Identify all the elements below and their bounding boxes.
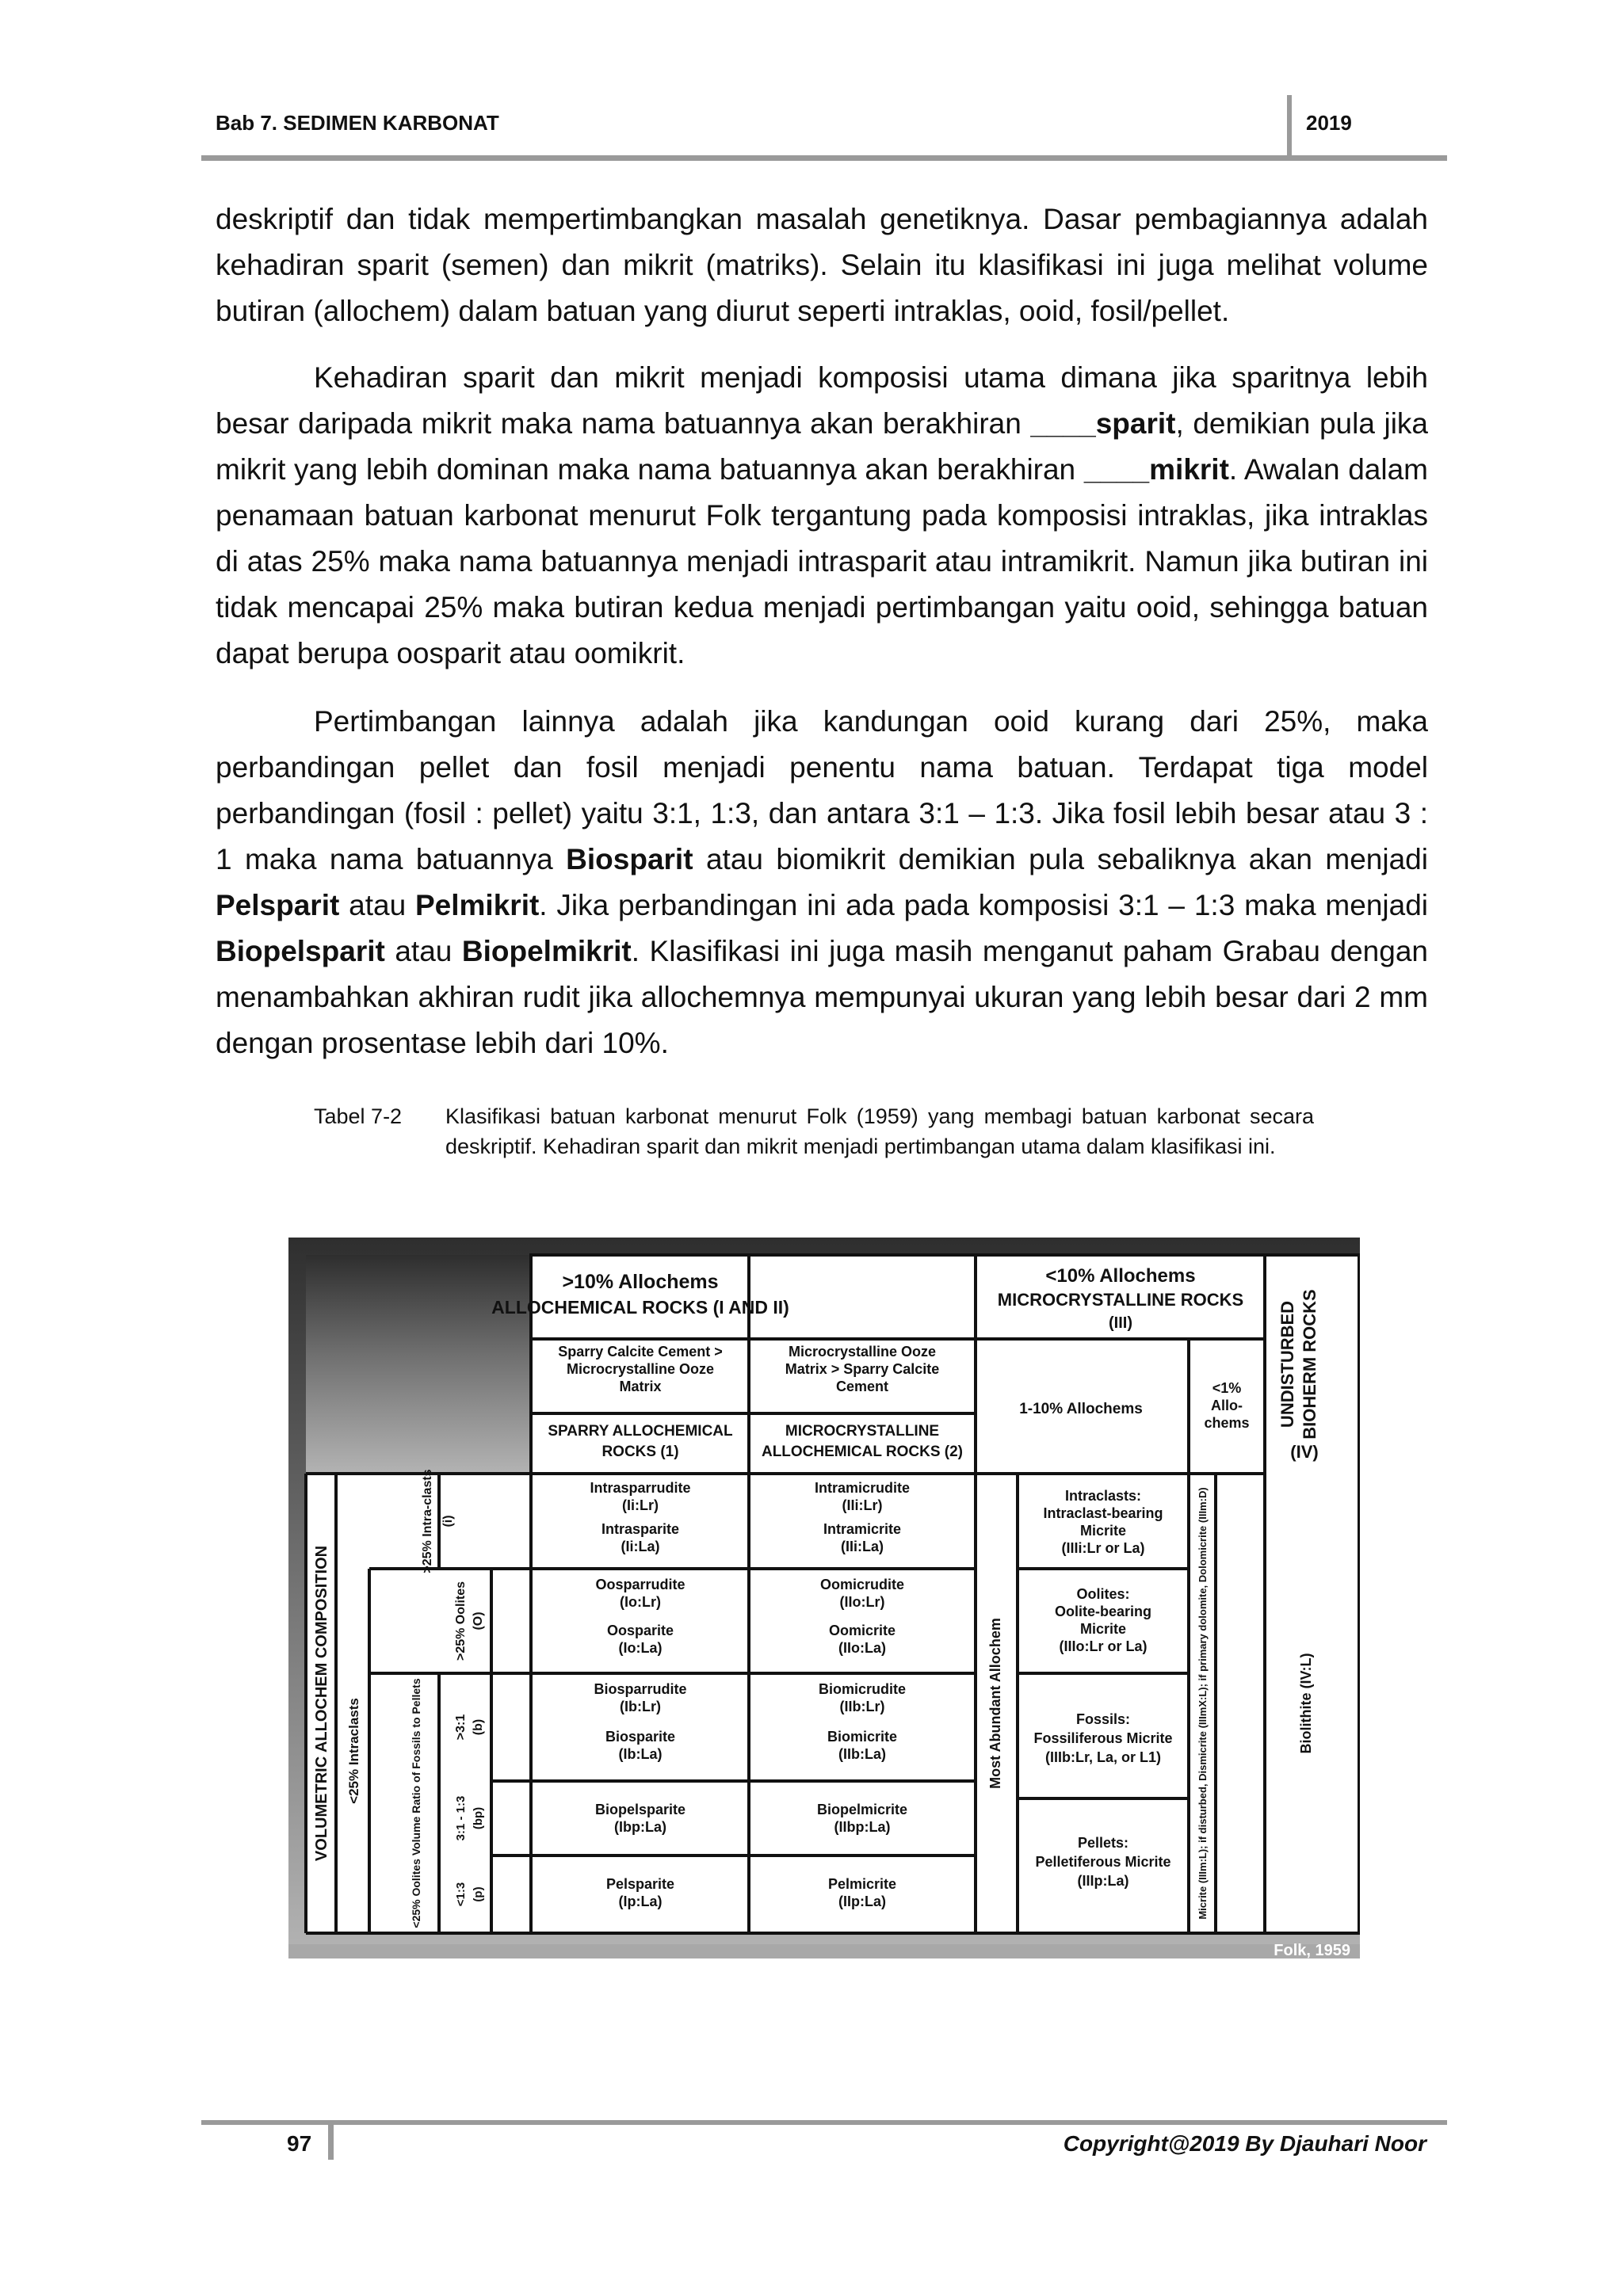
rock-name: Biomicrite (827, 1729, 898, 1745)
rock-code: (IIi:La) (841, 1539, 884, 1554)
paragraph-3-text: . Jika perbandingan ini ada pada komposisi 3:1 – 1:3 maka menjadi (539, 889, 1428, 921)
folk-classification-figure (288, 1238, 1360, 1958)
suffix-sparit: ____sparit (1030, 407, 1176, 440)
lt25-intraclasts-label: <25% Intraclasts (346, 1698, 361, 1804)
rock-code: (IIIi:Lr or La) (1061, 1540, 1145, 1556)
sparry-condition-2: Microcrystalline Ooze (566, 1361, 715, 1377)
footer-divider (328, 2120, 334, 2160)
rock-code: (IIIp:La) (1077, 1873, 1129, 1889)
paragraph-2-text: . Awalan dalam penamaan batuan karbonat menurut Folk tergantung pada komposisi intraklas, jika intraklas di atas 25% maka nama batuannya menjadi intrasparit atau intramikrit. Namun jika butiran ini tidak mencapai 25% maka butiran kedua menjadi pertimbangan yaitu ooid, sehingga batuan dapat berupa oosparit atau oomikrit. (216, 453, 1428, 669)
header-blank (306, 1255, 531, 1475)
rock-name: Pelmicrite (827, 1876, 897, 1892)
rock-code: (IIo:Lr) (839, 1594, 885, 1610)
hdr-micro-roman: (III) (1109, 1314, 1132, 1332)
micro-condition-1: Microcrystalline Ooze (788, 1344, 937, 1360)
running-header-year: 2019 (1306, 111, 1352, 135)
term-pelmikrit: Pelmikrit (415, 889, 540, 921)
rock-code: (IIIb:Lr, La, or L1) (1044, 1749, 1162, 1765)
paragraph-2-text: Kehadiran sparit dan mikrit menjadi komposisi utama dimana jika sparitnya lebih besar daripada mikrit maka nama batuannya akan berakhiran (216, 361, 1428, 440)
copyright-notice: Copyright@2019 By Djauhari Noor (1063, 2131, 1426, 2156)
running-header-title: Bab 7. SEDIMEN KARBONAT (216, 111, 499, 135)
lt25-oolites-ratio-label: <25% Oolites Volume Ratio of Fossils to Pellets (410, 1678, 422, 1928)
paragraph-3-text: atau biomikrit demikian pula sebaliknya akan menjadi (693, 843, 1428, 875)
micro-rocks-name-1: MICROCRYSTALLINE (785, 1423, 940, 1440)
folk-classification-table (288, 1238, 1360, 1958)
rock-code: (IIb:La) (838, 1746, 886, 1762)
suffix-mikrit: ____mikrit (1083, 453, 1229, 486)
figure-bottom-band (288, 1944, 1360, 1958)
lt1-pct-2: Allo- (1211, 1398, 1243, 1413)
rock-code: (Ibp:La) (614, 1819, 666, 1835)
one-to-ten-pct-allochems: 1-10% Allochems (1019, 1401, 1143, 1417)
rock-name: Biopelmicrite (816, 1802, 908, 1817)
figure-credit: Folk, 1959 (1274, 1942, 1350, 1958)
rock-name: Biopelsparite (594, 1802, 686, 1817)
rock-code: (Io:La) (618, 1640, 663, 1656)
biolithite-label: Biolithite (IV:L) (1298, 1653, 1314, 1754)
ratio-gt31-code: (b) (472, 1718, 485, 1736)
micro-rocks-name-2: ALLOCHEMICAL ROCKS (2) (761, 1444, 964, 1460)
rock-name: Biosparite (605, 1729, 676, 1745)
most-abundant-allochem-label: Most Abundant Allochem (987, 1618, 1003, 1789)
rock-name: Oomicrudite (819, 1577, 905, 1592)
hdr-allochemical-rocks: ALLOCHEMICAL ROCKS (I AND II) (491, 1297, 789, 1318)
rock-code: (IIbp:La) (834, 1819, 891, 1835)
rock-name: Intrasparite (601, 1521, 680, 1537)
micro-condition-2: Matrix > Sparry Calcite (785, 1361, 940, 1377)
rock-name: Intrasparrudite (590, 1480, 691, 1496)
rock-code: (IIb:Lr) (839, 1699, 885, 1714)
micrite-dismicrite-note: Micrite (IIIm:L); if disturbed, Dismicrite (IIImX:L); if primary dolomite, Dolomicrite (IIIm:D) (1197, 1487, 1209, 1920)
rock-code: (Ii:Lr) (622, 1497, 659, 1513)
rock-name: Fossiliferous Micrite (1033, 1730, 1173, 1746)
allochem-type: Fossils: (1075, 1711, 1131, 1727)
gt25-oolites-label: >25% Oolites (454, 1581, 468, 1661)
paragraph-2 (216, 355, 1428, 677)
hdr-micro-pct: <10% Allochems (1045, 1265, 1196, 1287)
rock-name: Micrite (1079, 1621, 1127, 1637)
rock-code: (IIp:La) (838, 1894, 886, 1909)
term-biopelmikrit: Biopelmikrit (461, 935, 632, 967)
rock-name: Oolite-bearing (1054, 1604, 1152, 1619)
rock-name: Biosparrudite (594, 1681, 687, 1697)
paragraph-3 (216, 699, 1428, 1066)
volumetric-composition-label: VOLUMETRIC ALLOCHEM COMPOSITION (313, 1545, 330, 1862)
rock-name: Intramicrudite (814, 1480, 911, 1496)
ratio-31-13-code: (bp) (472, 1806, 485, 1830)
lt1-pct-1: <1% (1212, 1380, 1242, 1396)
term-biopelsparit: Biopelsparit (216, 935, 385, 967)
ratio-lt13-label: <1:3 (454, 1882, 468, 1907)
allochem-type: Oolites: (1076, 1586, 1130, 1602)
sparry-condition-3: Matrix (619, 1379, 662, 1394)
rock-name: Biomicrudite (818, 1681, 907, 1697)
hdr-undisturbed-roman: (IV) (1290, 1442, 1319, 1462)
rock-code: (Ib:La) (618, 1746, 663, 1762)
gt25-intraclasts-label: >25% Intra-clasts (421, 1469, 434, 1573)
ratio-31-13-label: 3:1 - 1:3 (454, 1795, 468, 1841)
paragraph-3-text: atau (339, 889, 415, 921)
ratio-gt31-label: >3:1 (454, 1714, 468, 1741)
header-rule (201, 155, 1447, 161)
paragraph-3-text: atau (384, 935, 462, 967)
rock-name: Pelletiferous Micrite (1035, 1854, 1171, 1870)
rock-code: (IIIo:Lr or La) (1059, 1638, 1148, 1654)
hdr-undisturbed-2: BIOHERM ROCKS (1300, 1289, 1319, 1440)
rock-name: Oosparrudite (595, 1577, 685, 1592)
sparry-rocks-name-2: ROCKS (1) (601, 1444, 679, 1460)
rock-code: (Ii:La) (621, 1539, 660, 1554)
rock-code: (Ib:Lr) (620, 1699, 661, 1714)
sparry-condition-1: Sparry Calcite Cement > (558, 1344, 723, 1360)
footer-rule (201, 2120, 1447, 2125)
rock-name: Micrite (1079, 1523, 1127, 1539)
paragraph-3-text: Pertimbangan lainnya adalah jika kandungan ooid kurang dari 25%, maka perbandingan pellet dan fosil menjadi penentu nama batuan. Terdapat tiga model perbandingan (fosil : pellet) yaitu 3:1, 1:3, dan antara 3:1 – 1:3. Jika fosil lebih besar atau 3 : 1 maka nama batuannya (216, 705, 1428, 875)
header-divider (1287, 95, 1292, 160)
allochem-type: Intraclasts: (1064, 1488, 1142, 1504)
rock-name: Oomicrite (828, 1623, 896, 1638)
ratio-lt13-code: (p) (472, 1886, 485, 1902)
page-number: 97 (287, 2131, 312, 2156)
table-caption-label: Tabel 7-2 (314, 1104, 403, 1128)
rock-code: (IIi:Lr) (842, 1497, 883, 1513)
hdr-microcrystalline-rocks: MICROCRYSTALLINE ROCKS (997, 1290, 1244, 1310)
term-biosparit: Biosparit (566, 843, 693, 875)
paragraph-2-text: , demikian pula jika mikrit yang lebih dominan maka nama batuannya akan berakhiran (216, 407, 1428, 486)
rock-name: Intramicrite (823, 1521, 902, 1537)
lt1-pct-3: chems (1204, 1415, 1250, 1431)
paragraph-1: deskriptif dan tidak mempertimbangkan masalah genetiknya. Dasar pembagiannya adalah kehadiran sparit (semen) dan mikrit (matriks). Selain itu klasifikasi ini juga melihat volume butiran (allochem) dalam batuan yang diurut seperti intraklas, ooid, fosil/pellet. (216, 203, 1428, 327)
rock-code: (Ip:La) (618, 1894, 663, 1909)
allochem-type: Pellets: (1077, 1835, 1129, 1851)
table-caption-text: Klasifikasi batuan karbonat menurut Folk (1959) yang membagi batuan karbonat secara deskriptif. Kehadiran sparit dan mikrit menjadi pertimbangan utama dalam klasifikasi ini. (445, 1104, 1314, 1158)
micro-condition-3: Cement (835, 1379, 889, 1394)
rock-name: Intraclast-bearing (1043, 1505, 1163, 1521)
rock-name: Pelsparite (605, 1876, 675, 1892)
gt25-intraclasts-code: (i) (441, 1515, 455, 1527)
rock-code: (Io:Lr) (620, 1594, 661, 1610)
hdr-allochems-pct: >10% Allochems (562, 1271, 719, 1293)
paragraph-3-text: . Klasifikasi ini juga masih menganut paham Grabau dengan menambahkan akhiran rudit jika allochemnya mempunyai ukuran yang lebih besar dari 2 mm dengan prosentase lebih dari 10%. (216, 935, 1428, 1059)
term-pelsparit: Pelsparit (216, 889, 340, 921)
gt25-oolites-code: (O) (472, 1611, 485, 1630)
rock-name: Oosparite (606, 1623, 674, 1638)
hdr-undisturbed-1: UNDISTURBED (1277, 1300, 1297, 1428)
sparry-rocks-name-1: SPARRY ALLOCHEMICAL (548, 1423, 733, 1440)
rock-code: (IIo:La) (838, 1640, 886, 1656)
